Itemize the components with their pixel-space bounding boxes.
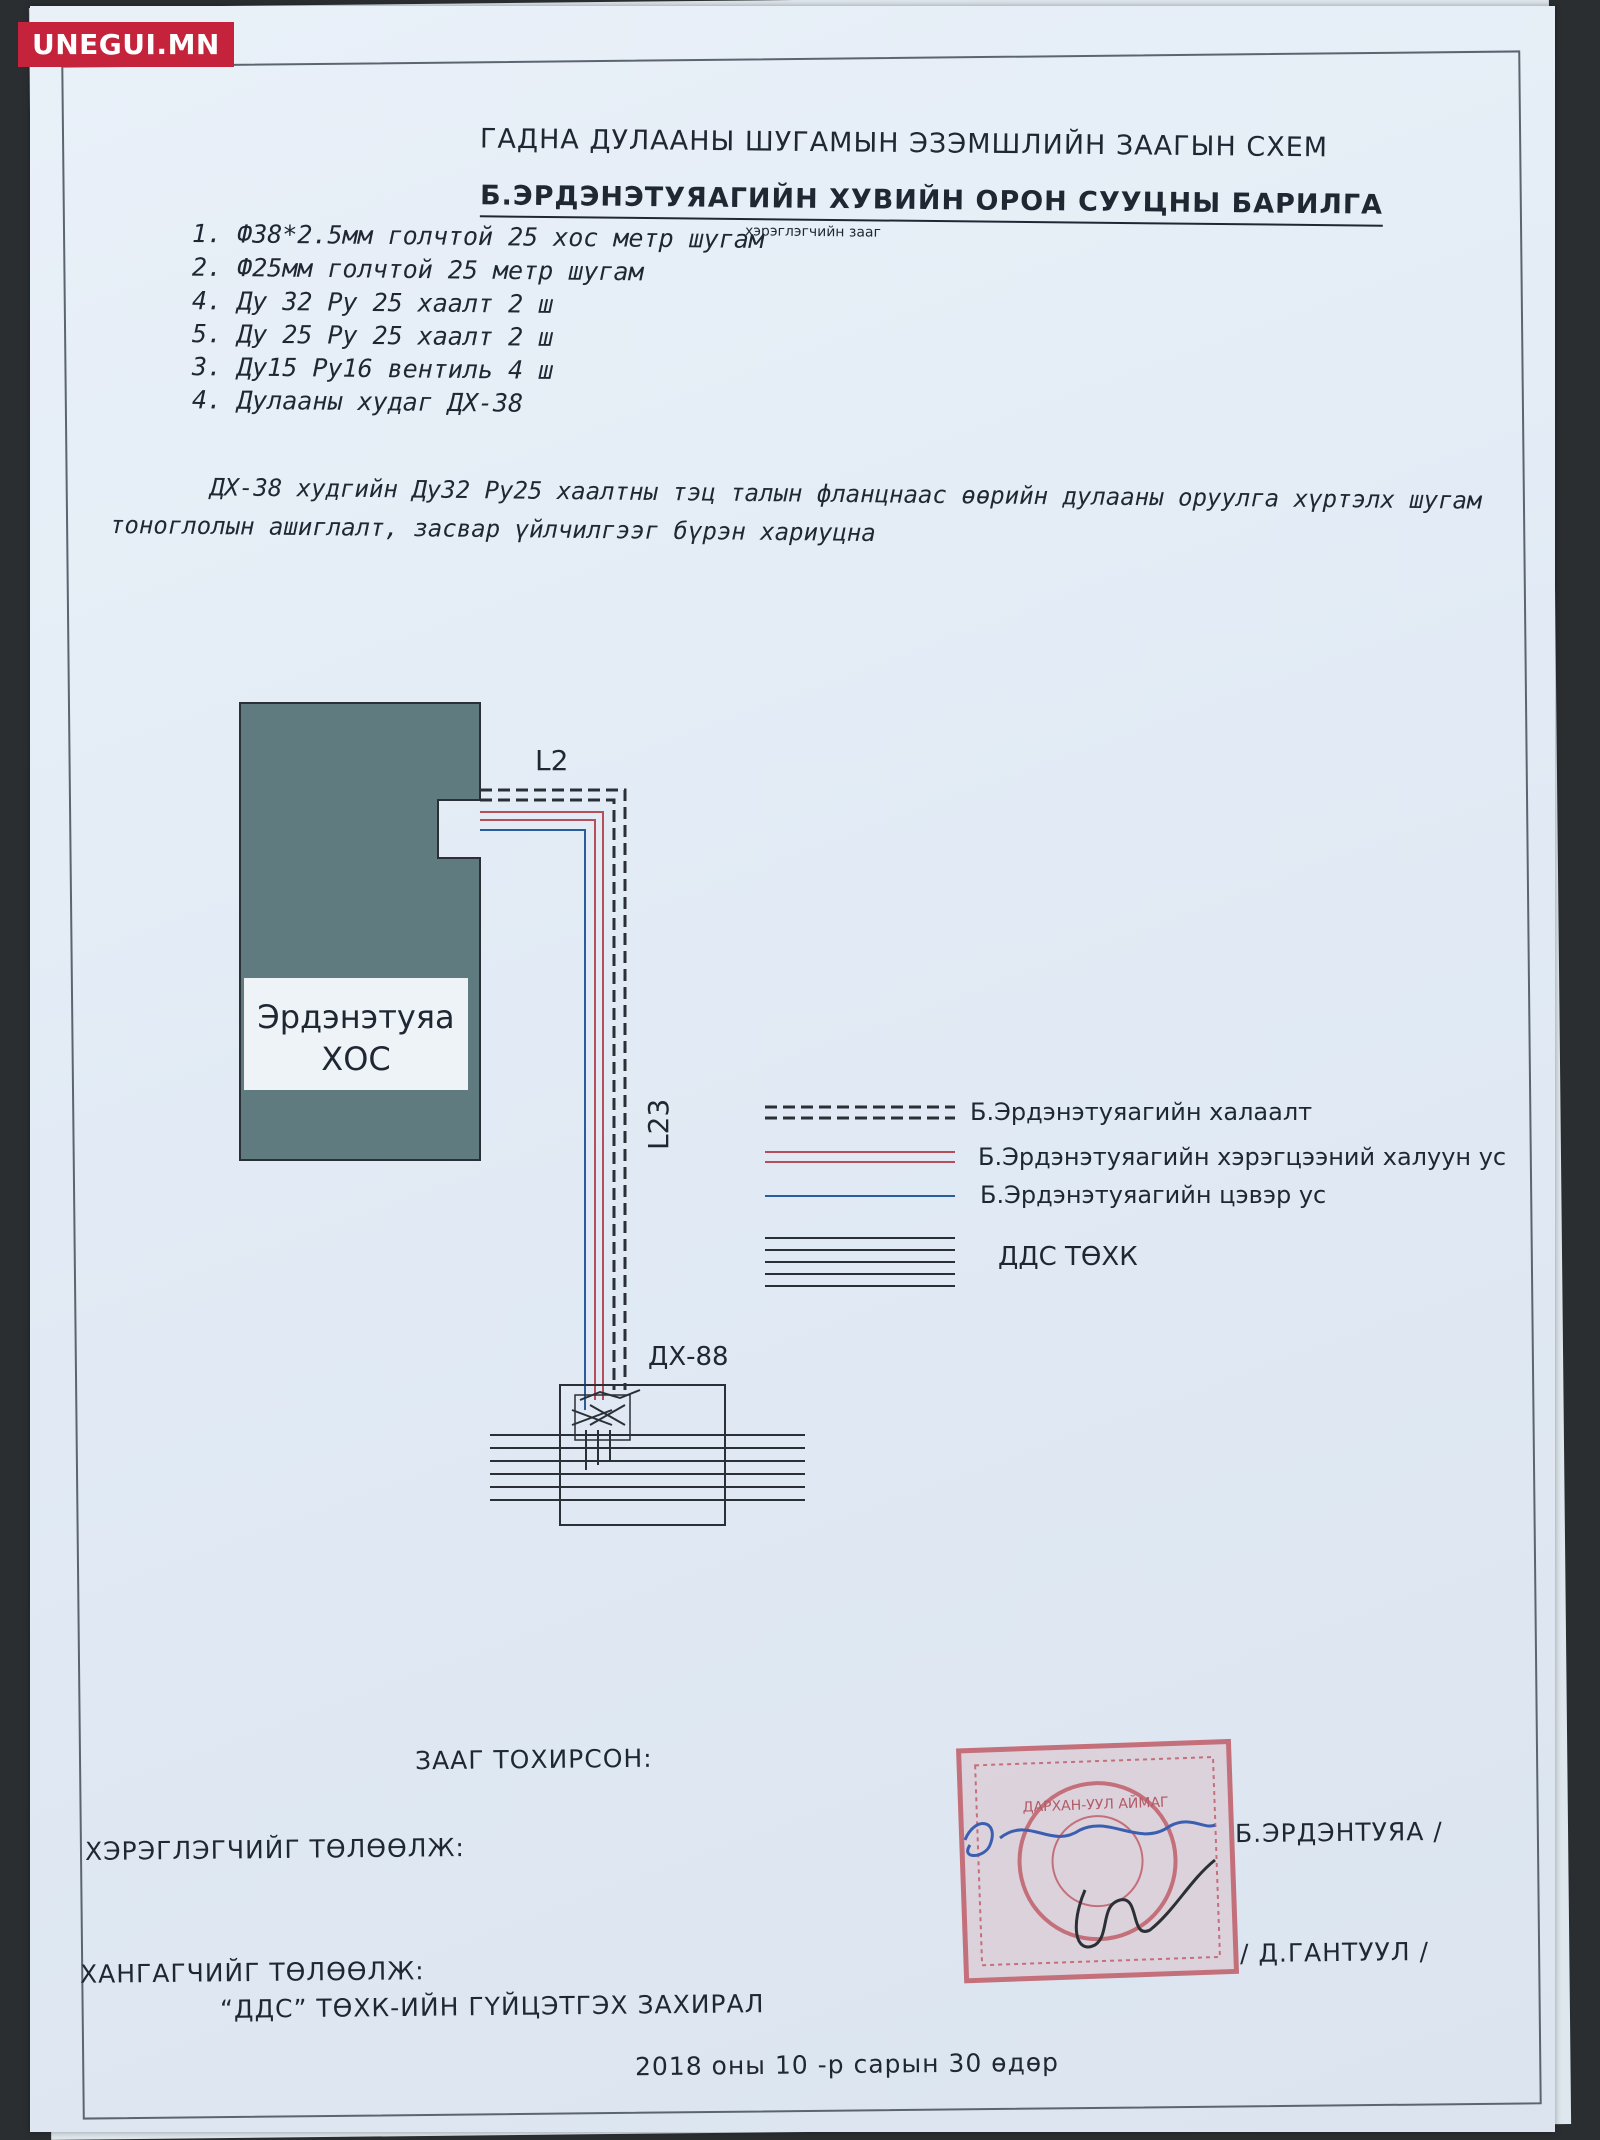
responsibility-paragraph-line1: ДХ-38 худгийн Ду32 Ру25 хаалтны тэц талын фланцнаас өөрийн дулааны оруулга хүртэлх шугам bbox=[209, 473, 1482, 515]
legend-heating-symbol bbox=[765, 1107, 955, 1118]
building-shape bbox=[240, 703, 480, 1160]
responsibility-paragraph-line2: тоноглолын ашиглалт, засвар үйлчилгээг бүрэн хариуцна bbox=[109, 510, 876, 548]
network-pipes bbox=[490, 1435, 805, 1500]
supplier-title: “ДДС” ТӨХК-ИЙН ГҮЙЦЭТГЭХ ЗАХИРАЛ bbox=[219, 1989, 765, 2024]
heating-pipe-line bbox=[480, 800, 614, 1390]
spec-item: 2. Ф25мм голчтой 25 метр шугам bbox=[191, 252, 644, 287]
spec-item: 1. Ф38*2.5мм голчтой 25 хос метр шугам bbox=[191, 219, 765, 254]
document-date: 2018 оны 10 -р сарын 30 өдөр bbox=[634, 2047, 1060, 2082]
spec-item: 3. Ду15 Ру16 вентиль 4 ш bbox=[191, 352, 554, 385]
cold-water-pipe-line bbox=[480, 830, 585, 1410]
legend-network-label: ДДС ТӨХК bbox=[998, 1242, 1138, 1272]
consumer-representative-label: ХЭРЭГЛЭГЧИЙГ ТӨЛӨӨЛЖ: bbox=[84, 1833, 466, 1866]
consumer-name: Б.ЭРДЭНТУЯА / bbox=[1234, 1816, 1443, 1849]
building-label-name: Эрдэнэтуяа bbox=[257, 998, 455, 1036]
document-title: ГАДНА ДУЛААНЫ ШУГАМЫН ЭЗЭМШЛИЙН ЗААГЫН СХЕМ bbox=[479, 123, 1329, 164]
legend-network-symbol bbox=[765, 1238, 955, 1286]
legend-heating-label: Б.Эрдэнэтуяагийн халаалт bbox=[970, 1098, 1313, 1126]
segment-label-l23: L23 bbox=[642, 1098, 675, 1150]
supplier-name: / Д.ГАНТУУЛ / bbox=[1239, 1937, 1430, 1968]
spec-item: 4. Ду 32 Ру 25 хаалт 2 ш bbox=[191, 286, 554, 319]
supplier-representative-label: ХАНГАГЧИЙГ ТӨЛӨӨЛЖ: bbox=[79, 1956, 425, 1989]
segment-label-l2: L2 bbox=[535, 744, 569, 777]
title-caption: хэрэглэгчийн зааг bbox=[744, 223, 882, 241]
document-subtitle: Б.ЭРДЭНЭТУЯАГИЙН ХУВИЙН ОРОН СУУЦНЫ БАРИЛГА bbox=[480, 180, 1383, 226]
hot-water-pipe-line bbox=[480, 820, 595, 1400]
spec-item: 4. Дулааны худаг ДХ-38 bbox=[191, 385, 524, 418]
heat-well-label: ДХ-88 bbox=[648, 1342, 729, 1372]
spec-item: 5. Ду 25 Ру 25 хаалт 2 ш bbox=[191, 319, 554, 352]
building-label-type: ХОС bbox=[321, 1040, 391, 1078]
legend-hot-water-symbol bbox=[765, 1152, 955, 1162]
boundary-agreed-heading: ЗААГ ТОХИРСОН: bbox=[414, 1743, 653, 1776]
legend-hot-water-label: Б.Эрдэнэтуяагийн хэрэгцээний халуун ус bbox=[978, 1143, 1507, 1171]
stamp-text: ДАРХАН-УУЛ АЙМАГ bbox=[1022, 1794, 1169, 1816]
site-watermark: UNEGUI.MN bbox=[18, 22, 234, 67]
legend-cold-water-label: Б.Эрдэнэтуяагийн цэвэр ус bbox=[980, 1181, 1327, 1209]
